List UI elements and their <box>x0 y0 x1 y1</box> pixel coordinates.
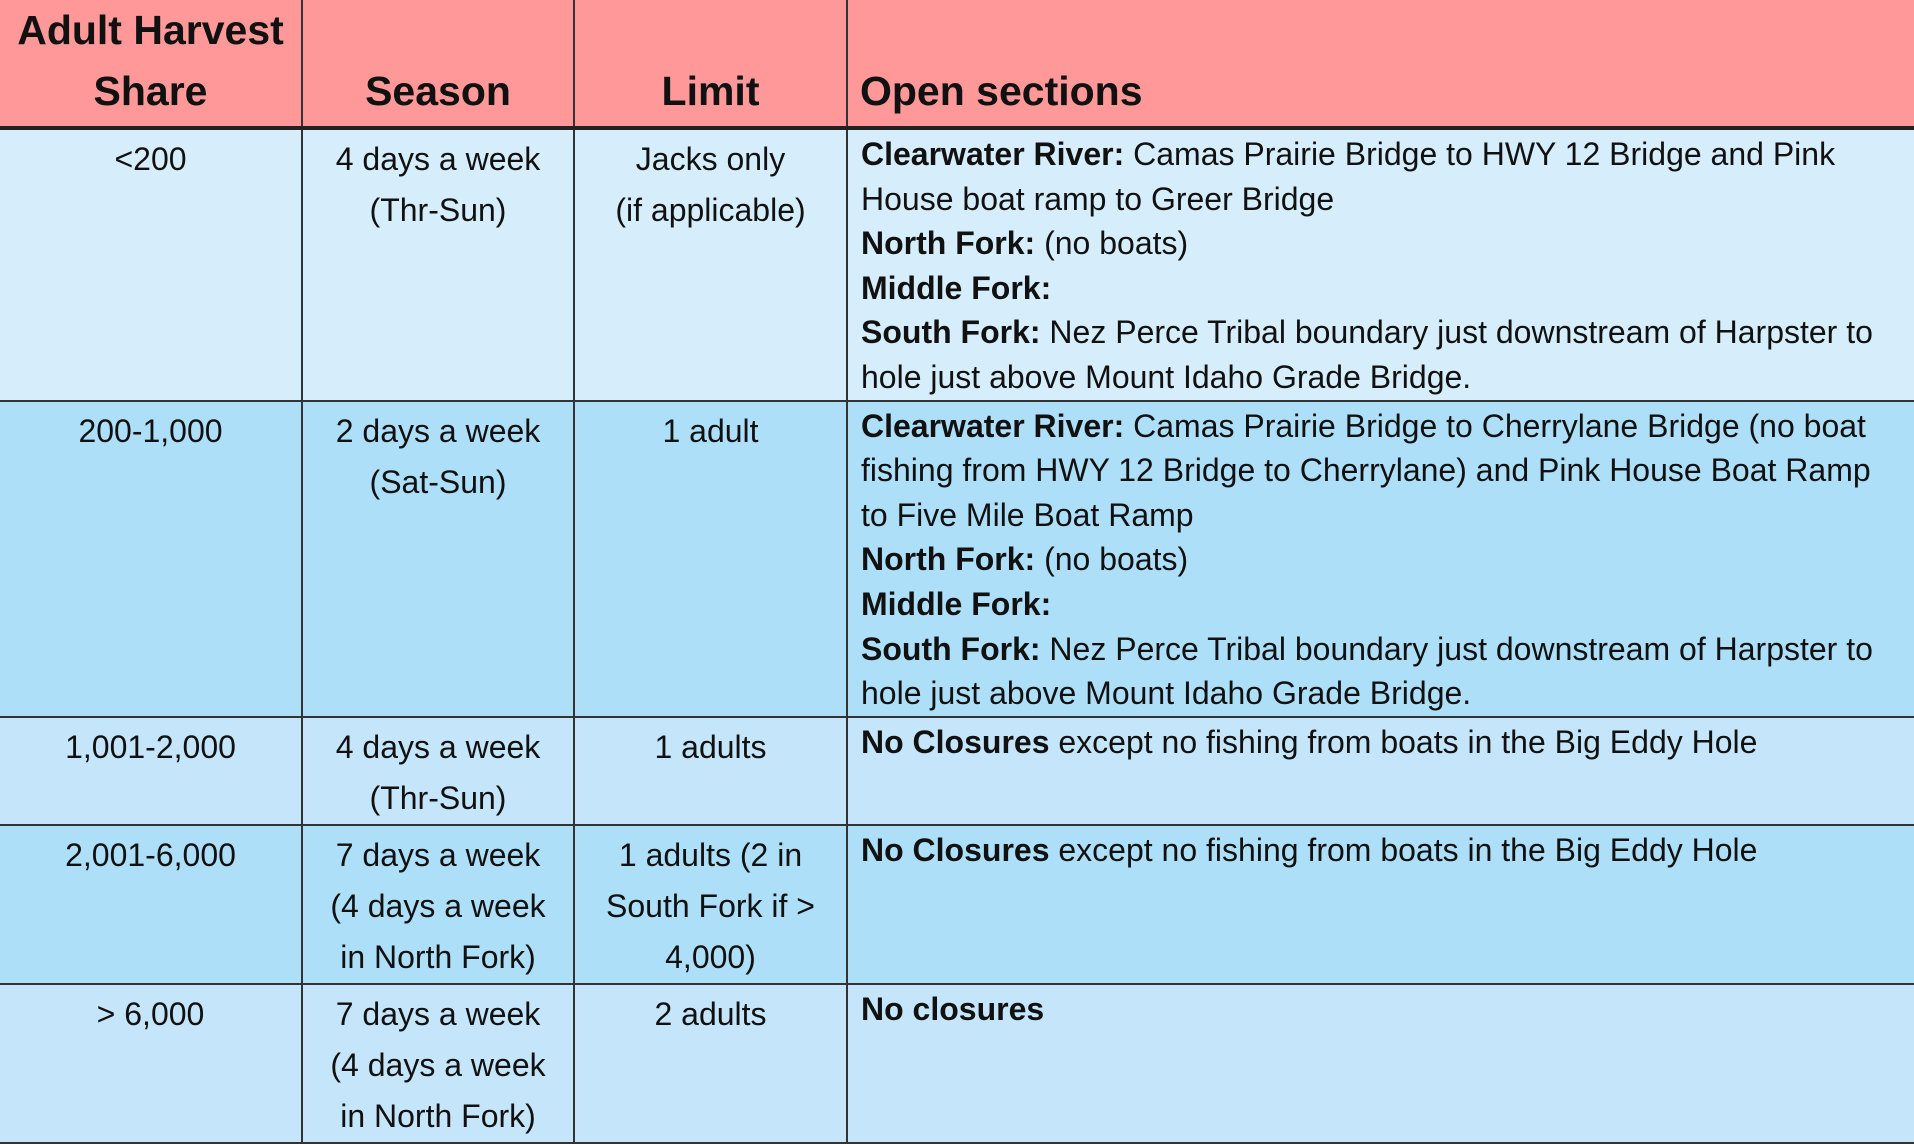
season-cell <box>302 984 574 1143</box>
season-cell <box>302 401 574 717</box>
limit-line: 2 adults <box>654 995 767 1032</box>
open-sections-cell <box>847 717 1914 825</box>
section-label: No closures <box>861 990 1045 1027</box>
section-entry <box>861 221 1904 266</box>
header-season <box>302 0 574 128</box>
season-line: in North Fork) <box>340 1097 536 1134</box>
section-label: North Fork: <box>861 541 1036 578</box>
section-entry <box>861 582 1904 627</box>
section-entry <box>861 627 1904 716</box>
limit-line: South Fork if > <box>606 887 815 924</box>
section-entry <box>861 132 1904 221</box>
season-line: 4 days a week <box>335 728 541 765</box>
section-entry <box>861 720 1904 765</box>
section-label: No Closures <box>861 723 1050 760</box>
section-text: Nez Perce Tribal boundary just downstream of Harpster to hole just above Mount Idaho Grade Bridge. <box>861 630 1873 712</box>
share-cell <box>0 128 302 401</box>
section-label: Clearwater River: <box>861 407 1125 444</box>
section-label: Clearwater River: <box>861 136 1125 172</box>
section-entry <box>861 266 1904 311</box>
season-line: 7 days a week <box>335 836 541 873</box>
share-cell <box>0 401 302 717</box>
share-value: 200-1,000 <box>78 412 223 449</box>
header-row <box>0 0 1914 128</box>
season-line: (Thr-Sun) <box>369 192 507 228</box>
share-value: <200 <box>114 141 187 177</box>
section-text: (no boats) <box>1035 225 1189 262</box>
section-entry <box>861 310 1904 399</box>
table-row <box>0 984 1914 1143</box>
share-value: > 6,000 <box>96 995 205 1032</box>
season-cell <box>302 717 574 825</box>
limit-cell <box>574 401 847 717</box>
season-line: (4 days a week <box>330 1046 546 1083</box>
share-value: 2,001-6,000 <box>65 836 236 873</box>
section-label: South Fork: <box>861 314 1041 351</box>
header-season-label: Season <box>365 68 511 114</box>
header-limit-label: Limit <box>661 68 760 114</box>
limit-line: (if applicable) <box>615 192 806 228</box>
season-line: 4 days a week <box>335 141 541 177</box>
section-text: Camas Prairie Bridge to Cherrylane Bridge (no boat fishing from HWY 12 Bridge to Cherrylane) and Pink House Boat Ramp to Five Mile Boat Ramp <box>861 407 1871 533</box>
section-label: South Fork: <box>861 630 1041 667</box>
season-line: (Thr-Sun) <box>369 779 507 816</box>
section-text: Camas Prairie Bridge to HWY 12 Bridge and Pink House boat ramp to Greer Bridge <box>861 136 1836 217</box>
season-line: (4 days a week <box>330 887 546 924</box>
table-row <box>0 128 1914 401</box>
section-text: except no fishing from boats in the Big Eddy Hole <box>1049 723 1758 760</box>
section-entry <box>861 404 1904 538</box>
section-label: Middle Fork: <box>861 269 1052 306</box>
share-value: 1,001-2,000 <box>65 728 236 765</box>
section-text: (no boats) <box>1035 541 1189 578</box>
limit-line: 1 adults (2 in <box>618 836 803 873</box>
share-cell <box>0 717 302 825</box>
table-row <box>0 401 1914 717</box>
header-share-line1: Adult Harvest <box>17 7 284 53</box>
section-label: North Fork: <box>861 225 1036 262</box>
limit-cell <box>574 717 847 825</box>
limit-cell <box>574 825 847 984</box>
header-adult-harvest-share <box>0 0 302 128</box>
header-share-line2: Share <box>93 68 208 114</box>
section-entry <box>861 828 1904 873</box>
open-sections-cell <box>847 984 1914 1143</box>
open-sections-cell <box>847 401 1914 717</box>
limit-cell <box>574 984 847 1143</box>
table-row <box>0 825 1914 984</box>
season-cell <box>302 825 574 984</box>
header-limit <box>574 0 847 128</box>
limit-line: Jacks only <box>635 141 786 177</box>
season-line: (Sat-Sun) <box>369 463 507 500</box>
limit-line: 4,000) <box>665 938 756 975</box>
section-text: except no fishing from boats in the Big Eddy Hole <box>1049 831 1758 868</box>
open-sections-cell <box>847 825 1914 984</box>
limit-line: 1 adults <box>654 728 767 765</box>
section-text: Nez Perce Tribal boundary just downstream of Harpster to hole just above Mount Idaho Grade Bridge. <box>861 314 1873 395</box>
season-line: 2 days a week <box>335 412 541 449</box>
header-open-sections <box>847 0 1914 128</box>
season-cell <box>302 128 574 401</box>
section-label: Middle Fork: <box>861 585 1052 622</box>
header-sections-label: Open sections <box>860 68 1143 114</box>
section-entry <box>861 987 1904 1032</box>
season-line: in North Fork) <box>340 938 536 975</box>
section-entry <box>861 537 1904 582</box>
share-cell <box>0 984 302 1143</box>
season-line: 7 days a week <box>335 995 541 1032</box>
open-sections-cell <box>847 128 1914 401</box>
limit-cell <box>574 128 847 401</box>
share-cell <box>0 825 302 984</box>
table-row <box>0 717 1914 825</box>
section-label: No Closures <box>861 831 1050 868</box>
limit-line: 1 adult <box>662 412 759 449</box>
